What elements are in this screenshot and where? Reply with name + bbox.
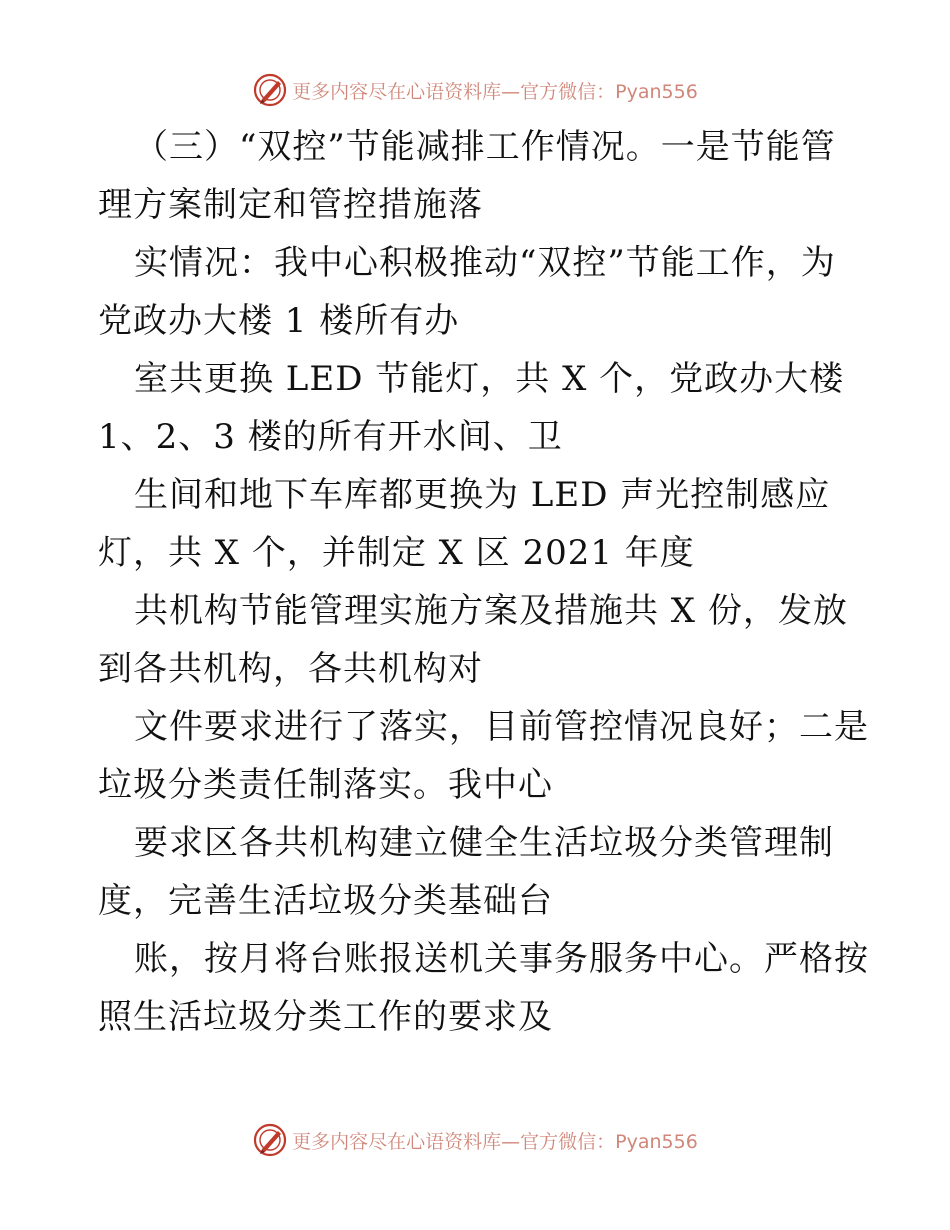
watermark-text: 更多内容尽在心语资料库—官方微信：Pyan556 (292, 80, 698, 103)
text-line: 生间和地下车库都更换为 LED 声光控制感应 (134, 475, 831, 515)
text-line: 1、2、3 楼的所有开水间、卫 (98, 417, 563, 457)
watermark-text: 更多内容尽在心语资料库—官方微信：Pyan556 (292, 1130, 698, 1153)
text-line: 度，完善生活垃圾分类基础台 (98, 881, 553, 921)
pen-logo-icon (252, 72, 288, 108)
text-line: 室共更换 LED 节能灯，共 X 个，党政办大楼 (134, 359, 845, 399)
text-line: 要求区各共机构建立健全生活垃圾分类管理制 (134, 823, 834, 863)
pen-logo-icon (252, 1122, 288, 1158)
text-line: 账，按月将台账报送机关事务服务中心。严格按 (134, 939, 869, 979)
footer-watermark (0, 1120, 950, 1160)
text-line: 文件要求进行了落实，目前管控情况良好；二是 (134, 707, 869, 747)
text-line: 实情况：我中心积极推动“双控”节能工作，为 (134, 243, 836, 283)
header-watermark (0, 70, 950, 110)
text-line: （三）“双控”节能减排工作情况。一是节能管 (134, 127, 836, 167)
text-line: 党政办大楼 1 楼所有办 (98, 301, 460, 341)
text-line: 共机构节能管理实施方案及措施共 X 份，发放 (134, 591, 848, 631)
text-line: 照生活垃圾分类工作的要求及 (98, 997, 553, 1037)
document-body (98, 118, 869, 1046)
text-line: 理方案制定和管控措施落 (98, 185, 483, 225)
text-line: 灯，共 X 个，并制定 X 区 2021 年度 (98, 533, 695, 573)
text-line: 垃圾分类责任制落实。我中心 (98, 765, 553, 805)
text-line: 到各共机构，各共机构对 (98, 649, 483, 689)
